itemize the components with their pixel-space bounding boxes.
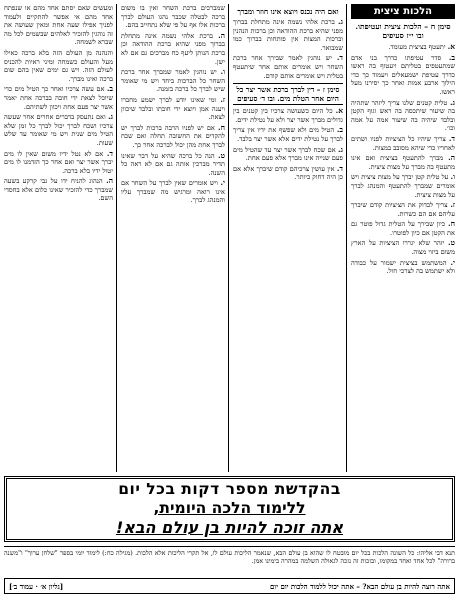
paragraph-number: ד. [106,148,113,158]
paragraph-number: א. [335,106,343,116]
column-divider [228,4,229,472]
page-number: [גליון א׳ · עמוד ב׳] [9,581,64,591]
paragraph [121,68,225,94]
paragraph-number: ה. [448,153,455,163]
paragraph-text: כיון שבירך על הטלית גדול פוטר גם את הקטן אם כיון לפוטרו. [351,220,455,237]
paragraph-number: ח. [218,122,225,132]
paragraph [351,135,455,152]
paragraph [121,152,225,178]
paragraph [351,43,455,52]
paragraph-number: ט. [217,150,225,160]
paragraph-text: הנהוג להניח ידו על גבי קרקע בשעה שמברך כדי להזכיר שאינו כלום אלא בחסדי השם. [4,177,113,203]
paragraph [351,154,455,171]
paragraph-text: מברך להתעטף בציצית ואם אינו מתעטף בה מברך על מצות ציצית. [351,154,455,171]
paragraph-text: ומעשים שאם יסתם אחד מהם או שנפתח אחד מהם אי אפשר להתקיים ולעמוד לפניך אפילו שעה אחת ומאין שעושה את זה נוהגין להזכיר לאלהים שבשמים לכל מה שברא לשמחה. [4,4,113,47]
paragraph [4,113,113,147]
paragraph-number: ג. [449,97,455,107]
paragraph [121,124,225,150]
paragraph-text: טלית קטנים שלנו צריך ליזהר שתהיה בה שיעור שיתכסה בה ראש וגוף הקטן ובלבד שיהיה בה שיעור אמה על אמה וכו׳. [351,98,455,133]
paragraph-text: על טלית קטן יברך על מצות ציצית ויש אומרים שמברך להתעטף והמנהג לברך על מצות ציצית. [351,173,455,199]
paragraph-number: ח. [448,219,455,229]
paragraph-number: ב. [448,52,455,62]
paragraph-number: ז. [220,94,225,104]
column-leftmost [4,4,113,472]
text-columns [4,4,455,474]
paragraph [4,85,113,111]
paragraph-number: ט. [447,238,455,248]
paragraph [351,99,455,133]
paragraph-text: אם יש לפניו הרבה ברכות לברך יש להקדים את החשובה תחלה ואם שכח לברך אחת מהן יכול לברכה אחר כך. [121,123,225,149]
paragraph [4,177,113,203]
paragraph [351,201,455,218]
paragraph-text: ברכת אלהי נשמה אינה מתחלת בברוך מפני שהיא ברכת ההודאה וכן ברכות הנהנין וברכות המצות אין פותחות בברוך כמו שמבואר. [233,18,343,52]
paragraph-text: שמברכים ברכת השחר ואין בו משום ברכה לבטלה שכבר נהגו העולם לברך ברכות אלו אף על פי שלא נתחייב בהם. [121,4,225,30]
paragraph-text: צריך לבדוק את הציציות קודם שיברך עליהם אם הם כשרות. [351,201,455,218]
paragraph-number: י. [220,178,225,188]
paragraph-number: ה. [106,176,113,186]
paragraph-list [4,4,113,203]
paragraph-list [351,43,455,276]
paragraph-list [233,18,343,80]
paragraph-number: ז. [450,200,455,210]
paragraph-number: ב. [106,84,113,94]
column-rightmost [351,4,455,472]
paragraph [121,96,225,122]
paragraph [233,54,343,80]
paragraph [351,259,455,276]
paragraph-number: ב. [336,125,343,135]
paragraph-number: ו. [220,67,225,77]
paragraph [4,4,113,47]
paragraph-text: אם שכח לברך אשר יצר עד שהטיל מים פעם שנייה אינו מברך אלא פעם אחת. [233,145,343,163]
paragraph-text: סדר עטיפתו כדרך בני אדם שמתעטפים בטליתם ויעטוף בה ראשו כדרך עטיפת ישמעאלים ויעמוד כך כדי הילוך ארבע אמות ואחר כך יסירנו מעל ראשו. [351,53,455,96]
paragraph [351,239,455,256]
paragraph-text: הנה כל ברכה שהיא על דבר שאינו תדיר מברכין אותה גם אם לא ראה כל השנה. [121,151,225,177]
paragraph-text: יתעטף בציצית מעומד. [388,43,446,51]
paragraph [233,146,343,163]
column-divider [346,4,347,472]
column-title: הלכות ציצית [351,4,455,19]
section-heading-boxed: סימן ז – דין לברך ברכת אשר יצר כל היום אחר הטלת מים. ובו ד׳ סעיפים [233,83,343,105]
paragraph [351,173,455,199]
paragraph-number: י. [450,257,455,267]
paragraph [121,179,225,205]
column-divider [116,4,117,472]
paragraph-text: יזהר שלא יגררו הציציות על הארץ משום ביזוי מצוה. [351,239,455,257]
paragraph-number: ה. [218,30,225,40]
promo-banner [4,476,455,542]
paragraph-number: ד. [336,53,343,63]
paragraph-text: אם עשה צרכיו ואחר כך הטיל מים כדי שיוכל לצאת ידי חובה בברכה אחת יאמר אשר יצר פעם אחת ויכוון לשתיהם. [4,85,113,111]
paragraph [233,107,343,124]
footer-right-text: אתה רוצה להיות בן עולם הבא? – אתה יכול ללמוד הלכות יום יום [270,581,450,591]
paragraph-text: המשתמש בציצית ישמור על כבודה ולא ישתמש בה לצרכי חול. [351,258,455,276]
paragraph [233,18,343,52]
paragraph [121,32,225,66]
paragraph-number: ו. [450,172,455,182]
paragraph-number: ד. [448,133,455,143]
section-heading: סימן ח – הלכות ציצית ועטיפתו. ובו י״ז סעיפים [355,22,451,40]
paragraph-number: ג. [337,144,343,154]
paragraph-text: והנהנה מן העולם הזה בלא ברכה כאילו מעל והעולם כשמחה ומיני ראיות להכניס לעולם הזה. ויש גם ימים שאין בהם שום ברכה ואינו מברך. [4,48,113,83]
paragraph [4,150,113,176]
paragraph [233,126,343,143]
paragraph-list [121,4,225,205]
column-third [121,4,225,472]
footer-bar [4,578,455,594]
page [4,4,455,596]
paragraph-text: ויש אומרים שאין לברך על השחר אם אינו רואה ומרגיש מה שמברך עליו והמנהג לברך. [121,179,225,205]
footnote: תנא דבי אליהו: כל השונה הלכות בכל יום מובטח לו שהוא בן עולם הבא, שנאמר הליכות עולם לו, אל תקרי הליכות אלא הלכות. (מגילה כח:) לימוד יומי בספר "שלחן ערוך" ו"משנה ברורה" לכל אחד ואחד במקומו, ובזכות זה נזכה לגאולה השלמה במהרה בימינו אמן. [4,546,455,576]
banner-line-3: אתה זוכה להיות בן עולם הבא! [115,518,344,537]
paragraph-text: אין עושין צרכיהם קודם שיברך אלא אם כן היה דחוק ביותר. [233,164,343,182]
paragraph-text: יש נוהגין לאמר שמברך אחר ברכת השחר כל הברכות ביחד ויש מי שאומר שיש לברך כל ברכה בזמנה. [121,68,225,94]
paragraph-number: א. [447,42,455,51]
paragraph [351,54,455,97]
paragraph-text: צריך שיהיו כל הציציות לפניו ושתים לאחריו כדי שיהא מסובב במצות. [351,134,455,152]
paragraph-text: ברכת אלהי נשמה אינה מתחלת בברוך מפני שהיא ברכת ההודאה וכן ברכת הנותן ליעף כח מברכים גם אם לא ישן. [121,31,225,66]
paragraph-number: ג. [107,112,113,122]
paragraph-number: ג. [337,17,343,26]
paragraph-text: אם לא נטל ידיו משום שאין לו מים יברך אשר יצר ואם אחר כך הזדמנו לו מים יטול ידיו בלא ברכה. [4,149,113,175]
paragraph-text: כל היום כשעושה צרכיו בין קטנים בין גדולים מברך אשר יצר ולא על נטילת ידים. [233,107,343,124]
paragraph-text: יש נוהגין לאמר שבירך אחר ברכת השחר ויש אומרים אותם אחר שיתעטף בטלית ויש אומרים אותם קודם. [233,54,343,80]
paragraph-text: ואם נתעסק בדברים אחרים אחר שעשה צרכיו ושכח לברך יכול לברך כל זמן שלא הטיל מים שנית ויש מי שאומר עד שלש שעות. [4,113,113,147]
paragraph [233,165,343,182]
column-second [233,4,343,472]
paragraph-text: הטיל מים ולא שפשף את ידיו אין צריך לברך על נטילת ידים אלא אשר יצר בלבד. [233,126,343,143]
paragraph [4,49,113,83]
banner-line-2: ללימוד הלכה היומית, [153,499,306,517]
paragraph [351,220,455,237]
paragraph-number: ד. [336,163,343,173]
banner-line-1: בהקדשת מספר דקות בכל יום [118,480,341,498]
paragraph [121,4,225,30]
paragraph-text: ומי שאינו יודע לברך ישמע מחברו ויענה אמן ויוצא ידי חובתו ובלבד שיכוון לצאת. [121,95,225,122]
section-heading: ואם היה נכנס ויוצא אינו חוזר ומברך [237,7,339,16]
paragraph-list [233,107,343,182]
